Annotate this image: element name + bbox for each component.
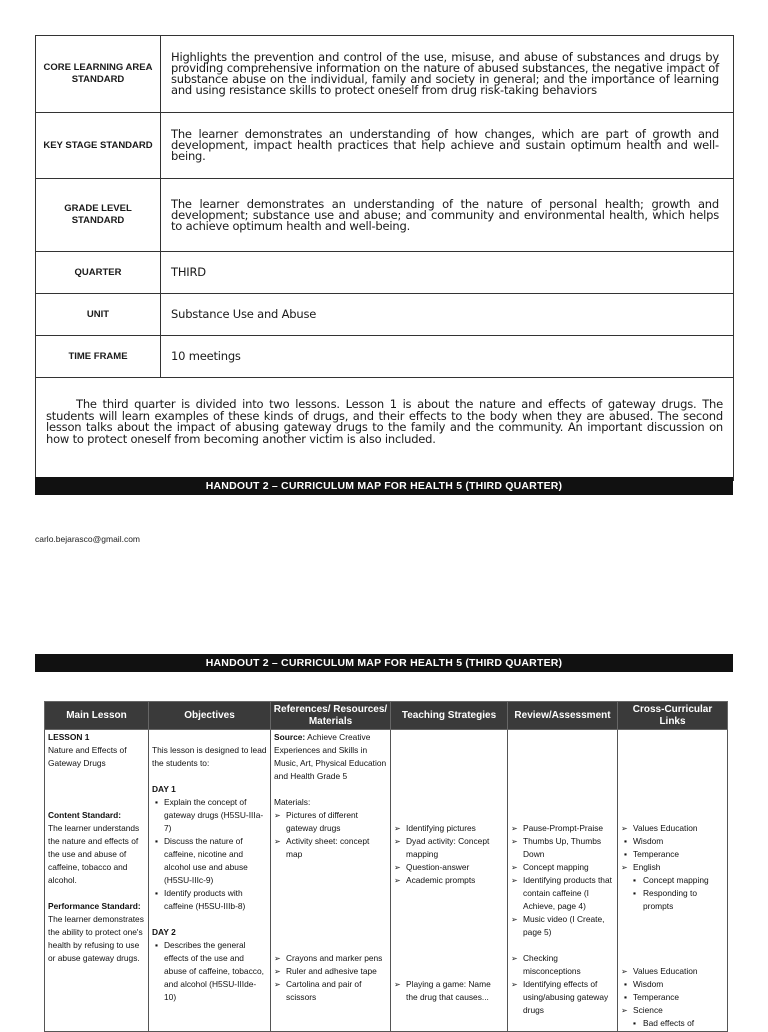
spacer — [511, 939, 614, 952]
link-item: ➢ English — [621, 861, 724, 874]
intro-text: The third quarter is divided into two lessons. Lesson 1 is about the nature and effects of gateway drugs. The students will learn examples of these kinds of drugs, and their effects to the body when they are abused. The second lesson talks about the impact of abusing gateway drugs to the family and the community. An important discussion on how to protect oneself from becoming another victim is also included. — [46, 397, 723, 446]
strategy-item: ➢ Identifying pictures — [394, 822, 504, 835]
objectives-intro: This lesson is designed to lead the students to: — [152, 745, 267, 768]
spacer — [274, 861, 387, 952]
content-standard-text: The learner understands the nature and effects of the use and abuse of caffeine, tobacco and alcohol. — [48, 823, 140, 885]
header-teaching-strategies: Teaching Strategies — [391, 702, 508, 730]
assessment-item: ➢ Checking misconceptions — [511, 952, 614, 978]
standard-value: The learner demonstrates an understanding of the nature of personal health; growth and development; substance use and abuse; and community and environmental health, which helps to achieve optimum health and well-being. — [161, 179, 734, 252]
standard-label: GRADE LEVEL STANDARD — [36, 179, 161, 252]
header-objectives: Objectives — [149, 702, 271, 730]
day1-label: DAY 1 — [152, 784, 176, 794]
strategy-item: ➢ Question-answer — [394, 861, 504, 874]
material-item: ➢ Pictures of different gateway drugs — [274, 809, 387, 835]
objective-item: ▪ Explain the concept of gateway drugs (H5SU-IIIa-7) — [152, 796, 267, 835]
objective-item: ▪ Identify products with caffeine (H5SU-IIIb-8) — [152, 887, 267, 913]
material-item: ➢ Cartolina and pair of scissors — [274, 978, 387, 1004]
standards-table — [35, 35, 734, 481]
content-standard-label: Content Standard: — [48, 810, 122, 820]
standards-row — [36, 294, 734, 336]
assessment-item: ➢ Thumbs Up, Thumbs Down — [511, 835, 614, 861]
performance-standard-label: Performance Standard: — [48, 901, 141, 911]
objectives-cell — [149, 730, 271, 1032]
strategy-item: ➢ Dyad activity: Concept mapping — [394, 835, 504, 861]
assessment-cell — [508, 730, 618, 1032]
handout-banner-top: HANDOUT 2 – CURRICULUM MAP FOR HEALTH 5 (THIRD QUARTER) — [35, 477, 733, 495]
spacer — [48, 770, 145, 809]
lesson-title: LESSON 1 — [48, 732, 90, 742]
lesson-name: Nature and Effects of Gateway Drugs — [48, 745, 127, 768]
author-email: carlo.bejarasco@gmail.com — [35, 534, 141, 544]
spacer — [511, 731, 614, 822]
standard-label: TIME FRAME — [36, 336, 161, 378]
main-lesson-cell — [45, 730, 149, 1032]
standards-row — [36, 36, 734, 113]
link-item: ➢ Values Education — [621, 965, 724, 978]
standard-label: CORE LEARNING AREA STANDARD — [36, 36, 161, 113]
standards-row — [36, 336, 734, 378]
links-cell — [618, 730, 728, 1032]
link-item: ➢ Values Education — [621, 822, 724, 835]
spacer — [48, 887, 145, 900]
link-subitem: ▪ Wisdom — [621, 978, 724, 991]
spacer — [152, 913, 267, 926]
standard-label: UNIT — [36, 294, 161, 336]
day2-label: DAY 2 — [152, 927, 176, 937]
curriculum-map-table — [44, 701, 728, 1032]
standards-row — [36, 179, 734, 252]
header-main-lesson: Main Lesson — [45, 702, 149, 730]
assessment-item: ➢ Identifying products that contain caffeine (I Achieve, page 4) — [511, 874, 614, 913]
standards-row — [36, 252, 734, 294]
standard-value: The learner demonstrates an understanding of how changes, which are part of growth and development, impact health practices that help achieve and sustain optimum health and well-being. — [161, 113, 734, 179]
standard-value: Substance Use and Abuse — [161, 294, 734, 336]
material-item: ➢ Activity sheet: concept map — [274, 835, 387, 861]
link-subitem: ▪ Responding to prompts — [621, 887, 724, 913]
header-references: References/ Resources/ Materials — [271, 702, 391, 730]
link-subitem: ▪ Temperance — [621, 991, 724, 1004]
standards-row — [36, 113, 734, 179]
source-block — [274, 731, 387, 783]
assessment-item: ➢ Identifying effects of using/abusing gateway drugs — [511, 978, 614, 1017]
objective-item: ▪ Describes the general effects of the use and abuse of caffeine, tobacco, and alcohol (H5SU-IIIde-10) — [152, 939, 267, 1004]
spacer — [621, 731, 724, 822]
performance-standard-text: The learner demonstrates the ability to protect one's health by refusing to use or abuse gateway drugs. — [48, 914, 144, 963]
references-cell — [271, 730, 391, 1032]
spacer — [152, 731, 267, 744]
curriculum-header-row — [45, 702, 728, 730]
strategy-item: ➢ Playing a game: Name the drug that causes... — [394, 978, 504, 1004]
standard-label: QUARTER — [36, 252, 161, 294]
materials-label: Materials: — [274, 797, 311, 807]
standard-label: KEY STAGE STANDARD — [36, 113, 161, 179]
link-subitem: ▪ Wisdom — [621, 835, 724, 848]
spacer — [152, 770, 267, 783]
spacer — [394, 731, 504, 822]
assessment-item: ➢ Pause-Prompt-Praise — [511, 822, 614, 835]
standard-value: Highlights the prevention and control of the use, misuse, and abuse of substances and drugs by providing comprehensive information on the nature of abused substances, the negative impact of substance abuse on the individual, family and society in general; and the importance of learning and using resistance skills to protect oneself from drug risk-taking behaviors — [161, 36, 734, 113]
spacer — [621, 913, 724, 965]
curriculum-lesson-row — [45, 730, 728, 1032]
header-review-assessment: Review/Assessment — [508, 702, 618, 730]
standard-value: THIRD — [161, 252, 734, 294]
header-cross-curricular: Cross-Curricular Links — [618, 702, 728, 730]
objective-item: ▪ Discuss the nature of caffeine, nicotine and alcohol use and abuse (H5SU-IIIc-9) — [152, 835, 267, 887]
material-item: ➢ Crayons and marker pens — [274, 952, 387, 965]
strategy-item: ➢ Academic prompts — [394, 874, 504, 887]
link-subitem: ▪ Temperance — [621, 848, 724, 861]
spacer — [274, 783, 387, 796]
link-subitem: ▪ Bad effects of — [621, 1017, 724, 1030]
handout-banner-bottom: HANDOUT 2 – CURRICULUM MAP FOR HEALTH 5 (THIRD QUARTER) — [35, 654, 733, 672]
strategies-cell — [391, 730, 508, 1032]
source-label: Source: — [274, 732, 306, 742]
source-text: Achieve Creative Experiences and Skills in Music, Art, Physical Education and Health Grade 5 — [274, 732, 387, 781]
link-item: ➢ Science — [621, 1004, 724, 1017]
assessment-item: ➢ Music video (I Create, page 5) — [511, 913, 614, 939]
intro-row — [36, 378, 734, 481]
spacer — [394, 887, 504, 978]
assessment-item: ➢ Concept mapping — [511, 861, 614, 874]
material-item: ➢ Ruler and adhesive tape — [274, 965, 387, 978]
intro-paragraph — [36, 378, 734, 481]
link-subitem: ▪ Concept mapping — [621, 874, 724, 887]
standard-value: 10 meetings — [161, 336, 734, 378]
